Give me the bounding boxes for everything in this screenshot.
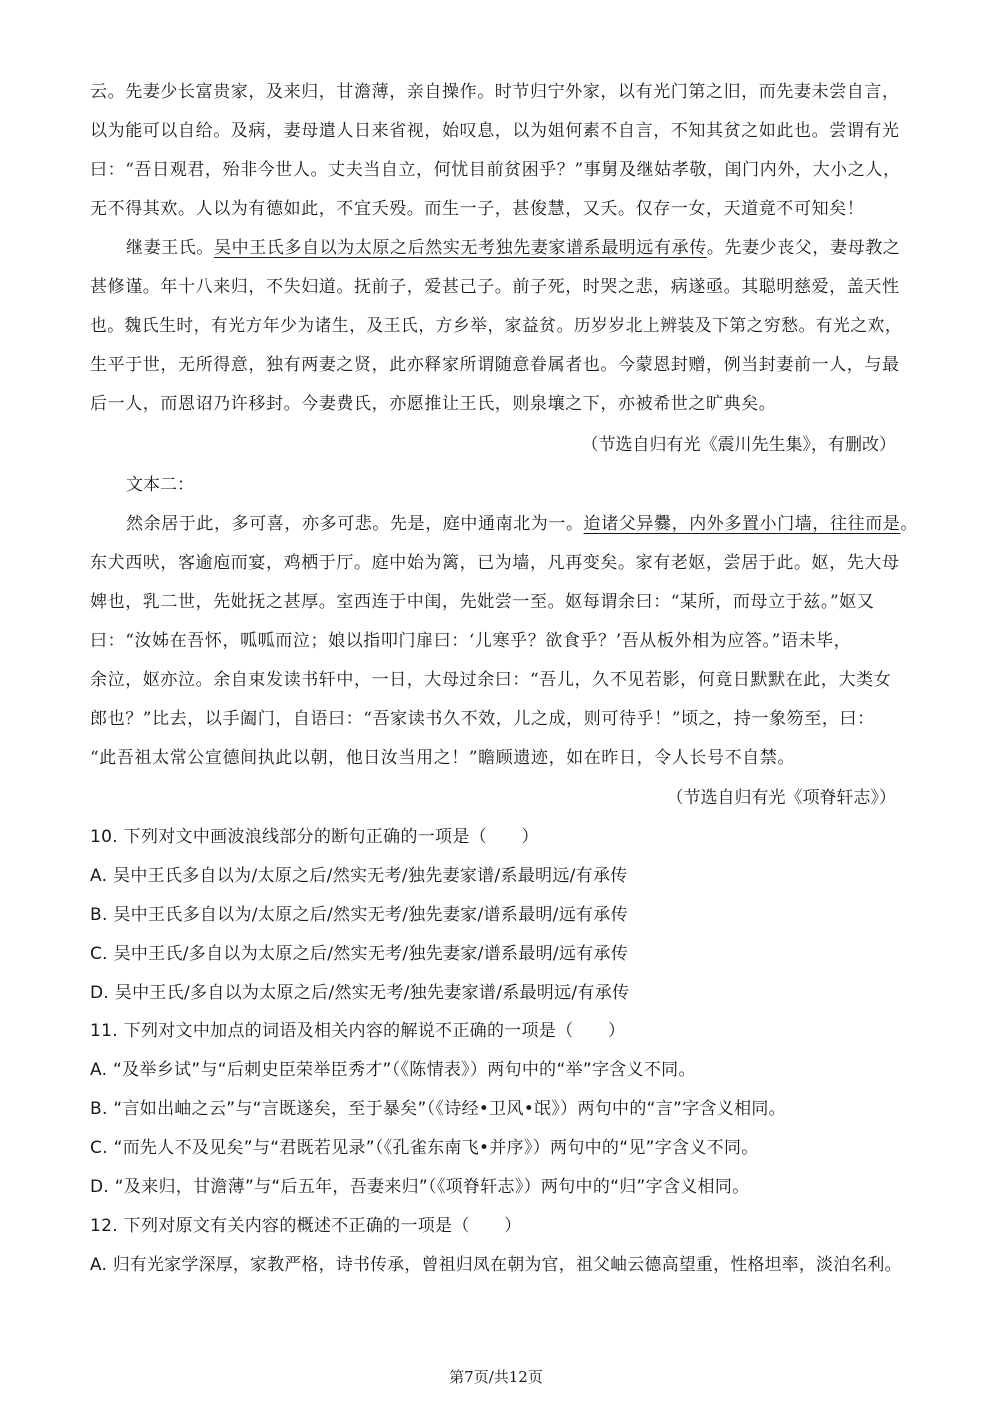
page-number: 第7页/共12页 (449, 1368, 543, 1386)
option-b: B. “言如出岫之云”与“言既遂矣，至于暴矣”（《诗经•卫风•氓》）两句中的“言”字含义相同。 (90, 1099, 786, 1119)
option-a: A. 归有光家学深厚，家教严格，诗书传承，曾祖归凤在朝为官，祖父岫云德高望重，性格坦率，淡泊名利。 (90, 1255, 902, 1275)
text-segment: 然余居于此，多可喜，亦多可悲。先是，庭中通南北为一。 (126, 514, 584, 534)
source-citation: （节选自归有光《震川先生集》，有删改） (581, 435, 896, 455)
underlined-passage: 迨诸父异爨，内外多置小门墙，往往而是 (583, 514, 901, 534)
source-citation: （节选自归有光《项脊轩志》） (666, 788, 896, 808)
text-line: 生平于世，无所得意，独有两妻之贤，此亦释家所谓随意眷属者也。今蒙恩封赠，例当封妻前一人，与最 (90, 355, 900, 375)
text-line: 也。魏氏生时，有光方年少为诸生，及王氏，方乡举，家益贫。历岁岁北上辨装及下第之穷愁。有光之欢， (90, 316, 903, 336)
text-line: 曰：“汝姊在吾怀，呱呱而泣；娘以指叩门扉曰：‘儿寒乎？欲食乎？’吾从板外相为应答。”语未毕， (90, 631, 852, 651)
text-segment: 。 (900, 514, 919, 534)
option-d: D. 吴中王氏/多自以为太原之后/然实无考/独先妻家谱/系最明远/有承传 (90, 983, 630, 1003)
section-heading: 文本二： (126, 475, 194, 495)
question-stem: 12. 下列对原文有关内容的概述不正确的一项是（ ） (90, 1216, 522, 1236)
text-line: 曰：“吾日观君，殆非今世人。丈夫当自立，何忧目前贫困乎？”事舅及继姑孝敬，闺门内外，大小之人， (90, 160, 901, 180)
text-line (126, 512, 919, 536)
question-stem: 11. 下列对文中加点的词语及相关内容的解说不正确的一项是（ ） (90, 1021, 626, 1041)
option-c: C. 吴中王氏/多自以为太原之后/然实无考/独先妻家/谱系最明/远有承传 (90, 944, 629, 964)
text-line: 以为能可以自给。及病，妻母遣人日来省视，始叹息，以为姐何素不自言，不知其贫之如此也。尝谓有光 (90, 121, 900, 141)
option-d: D. “及来归，甘澹薄”与“后五年，吾妻来归”（《项脊轩志》）两句中的“归”字含义相同。 (90, 1177, 750, 1197)
text-segment: 。先妻少丧父，妻母教之 (706, 238, 901, 258)
text-line: 余泣，妪亦泣。余自束发读书轩中，一日，大母过余曰：“吾儿，久不见若影，何竟日默默在此，大类女 (90, 670, 892, 690)
text-line: 婢也，乳二世，先妣抚之甚厚。室西连于中闺，先妣尝一至。妪每谓余曰：“某所，而母立于兹。”妪又 (90, 592, 875, 612)
text-line: “此吾祖太常公宣德间执此以朝，他日汝当用之！”瞻顾遗迹，如在昨日，令人长号不自禁。 (90, 748, 795, 768)
option-c: C. “而先人不及见矣”与“君既若见录”（《孔雀东南飞•并序》）两句中的“见”字含义不同。 (90, 1138, 759, 1158)
text-segment: 继妻王氏。 (126, 238, 214, 258)
option-a: A. 吴中王氏多自以为/太原之后/然实无考/独先妻家谱/系最明远/有承传 (90, 866, 628, 886)
text-line: 东犬西吠，客逾庖而宴，鸡栖于厅。庭中始为篱，已为墙，凡再变矣。家有老妪，尝居于此。妪，先大母 (90, 553, 900, 573)
option-a: A. “及举乡试”与“后刺史臣荣举臣秀才”（《陈情表》）两句中的“举”字含义不同。 (90, 1060, 696, 1080)
text-line (126, 236, 902, 260)
text-line: 甚修谨。年十八来归，不失妇道。抚前子，爱甚己子。前子死，时哭之悲，病遂亟。其聪明慈爱，盖天性 (90, 277, 900, 297)
question-stem: 10. 下列对文中画波浪线部分的断句正确的一项是（ ） (90, 827, 539, 847)
text-line: 云。先妻少长富贵家，及来归，甘澹薄，亲自操作。时节归宁外家，以有光门第之旧，而先妻未尝自言， (90, 82, 900, 102)
option-b: B. 吴中王氏多自以为/太原之后/然实无考/独先妻家/谱系最明/远有承传 (90, 905, 628, 925)
wavy-underlined-passage: 吴中王氏多自以为太原之后然实无考独先妻家谱系最明远有承传 (214, 238, 707, 258)
text-line: 郎也？”比去，以手阖门，自语曰：“吾家读书久不效，儿之成，则可待乎！”顷之，持一象笏至，曰： (90, 709, 875, 729)
text-line: 后一人，而恩诏乃许移封。今妻费氏，亦愿推让王氏，则泉壤之下，亦被希世之旷典矣。 (90, 394, 777, 414)
text-line: 无不得其欢。人以为有德如此，不宜夭殁。而生一子，甚俊慧，又夭。仅存一女，天道竟不可知矣！ (90, 199, 865, 219)
